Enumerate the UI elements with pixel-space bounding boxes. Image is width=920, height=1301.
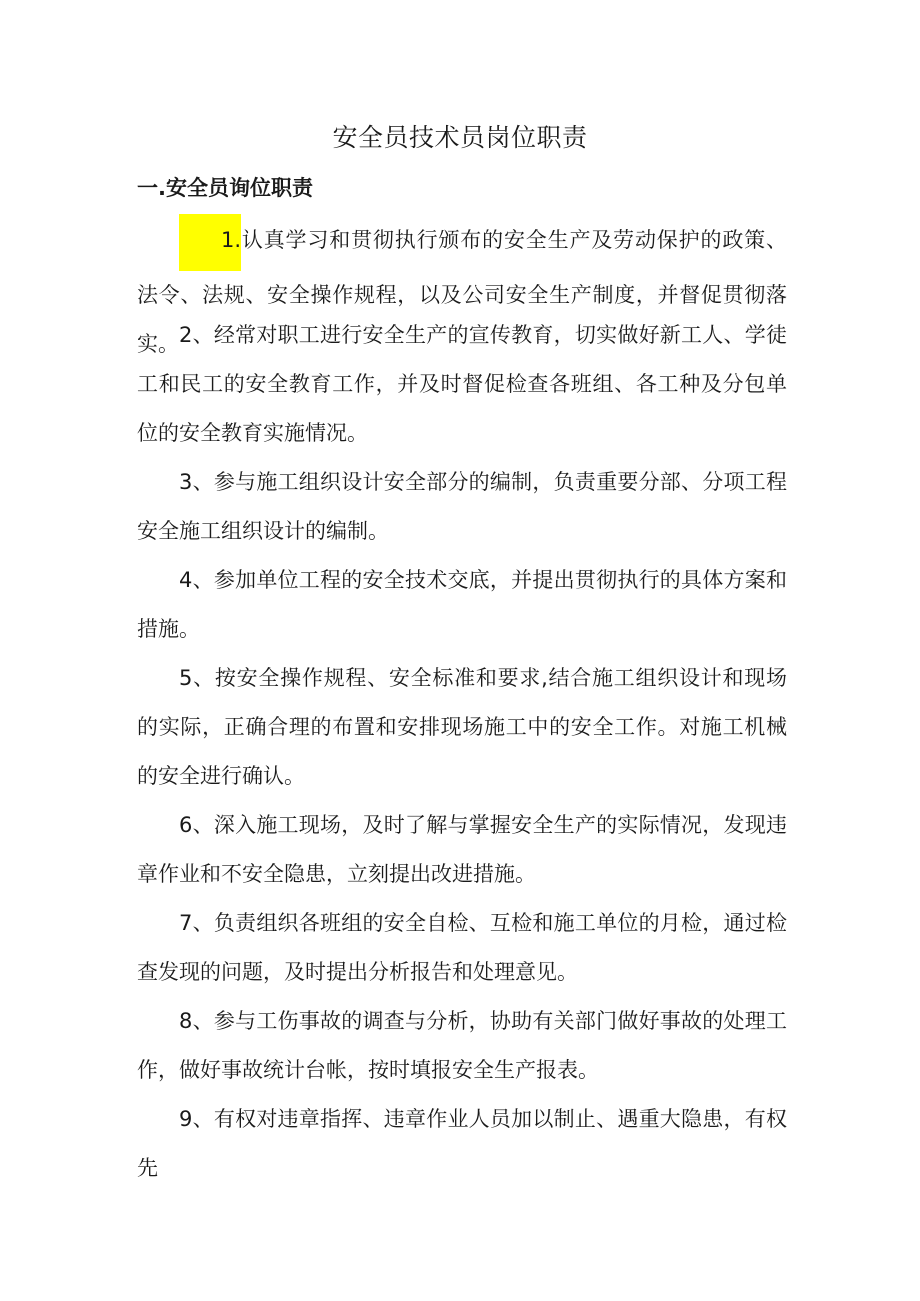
duty-item-text: 经常对职工进行安全生产的宣传教育，切实做好新工人、学徒工和民工的安全教育工作，并及时督促检查各班组、各工种及分包单位的安全教育实施情况。 (137, 323, 787, 445)
document-title: 安全员技术员岗位职责 (332, 123, 588, 152)
duty-item-9 (137, 1095, 787, 1193)
duty-item-text: 按安全操作规程、安全标准和要求,结合施工组织设计和现场的实际，正确合理的布置和安排现场施工中的安全工作。对施工机械的安全进行确认。 (137, 666, 787, 788)
duty-item-number: 4、 (179, 568, 214, 592)
duty-item-4 (137, 556, 787, 654)
duty-item-number: 3、 (179, 470, 214, 494)
duty-item-number: 7、 (179, 911, 214, 935)
duty-item-7 (137, 899, 787, 997)
duty-item-text: 参与工伤事故的调查与分析，协助有关部门做好事故的处理工作，做好事故统计台帐，按时填报安全生产报表。 (137, 1009, 787, 1082)
duty-item-number: 8、 (179, 1009, 214, 1033)
duty-item-3 (137, 458, 787, 556)
duty-item-number: 5、 (179, 666, 215, 690)
duty-item-text: 参与施工组织设计安全部分的编制，负责重要分部、分项工程安全施工组织设计的编制。 (137, 470, 787, 543)
duty-item-text: 认真学习和贯彻执行颁布的安全生产及劳动保护的政策、法令、法规、安全操作规程，以及公司安全生产制度，并督促贯彻落实。 (137, 228, 787, 356)
duty-item-text: 深入施工现场，及时了解与掌握安全生产的实际情况，发现违章作业和不安全隐患，立刻提出改进措施。 (137, 813, 787, 886)
highlighted-item-number: 1. (179, 214, 241, 271)
duty-item-number: 2、 (179, 323, 214, 347)
duty-item-text: 有权对违章指挥、违章作业人员加以制止、遇重大隐患，有权先 (137, 1107, 787, 1180)
duty-item-6 (137, 801, 787, 899)
duty-item-text: 参加单位工程的安全技术交底，并提出贯彻执行的具体方案和措施。 (137, 568, 787, 641)
duty-item-8 (137, 997, 787, 1095)
duty-item-2 (137, 311, 787, 458)
section-heading: 一.安全员询位职责 (137, 176, 313, 200)
duty-item-text: 负责组织各班组的安全自检、互检和施工单位的月检，通过检查发现的问题，及时提出分析报告和处理意见。 (137, 911, 787, 984)
duty-item-5 (137, 654, 787, 801)
duty-item-number: 9、 (179, 1107, 214, 1131)
duty-item-number: 6、 (179, 813, 214, 837)
